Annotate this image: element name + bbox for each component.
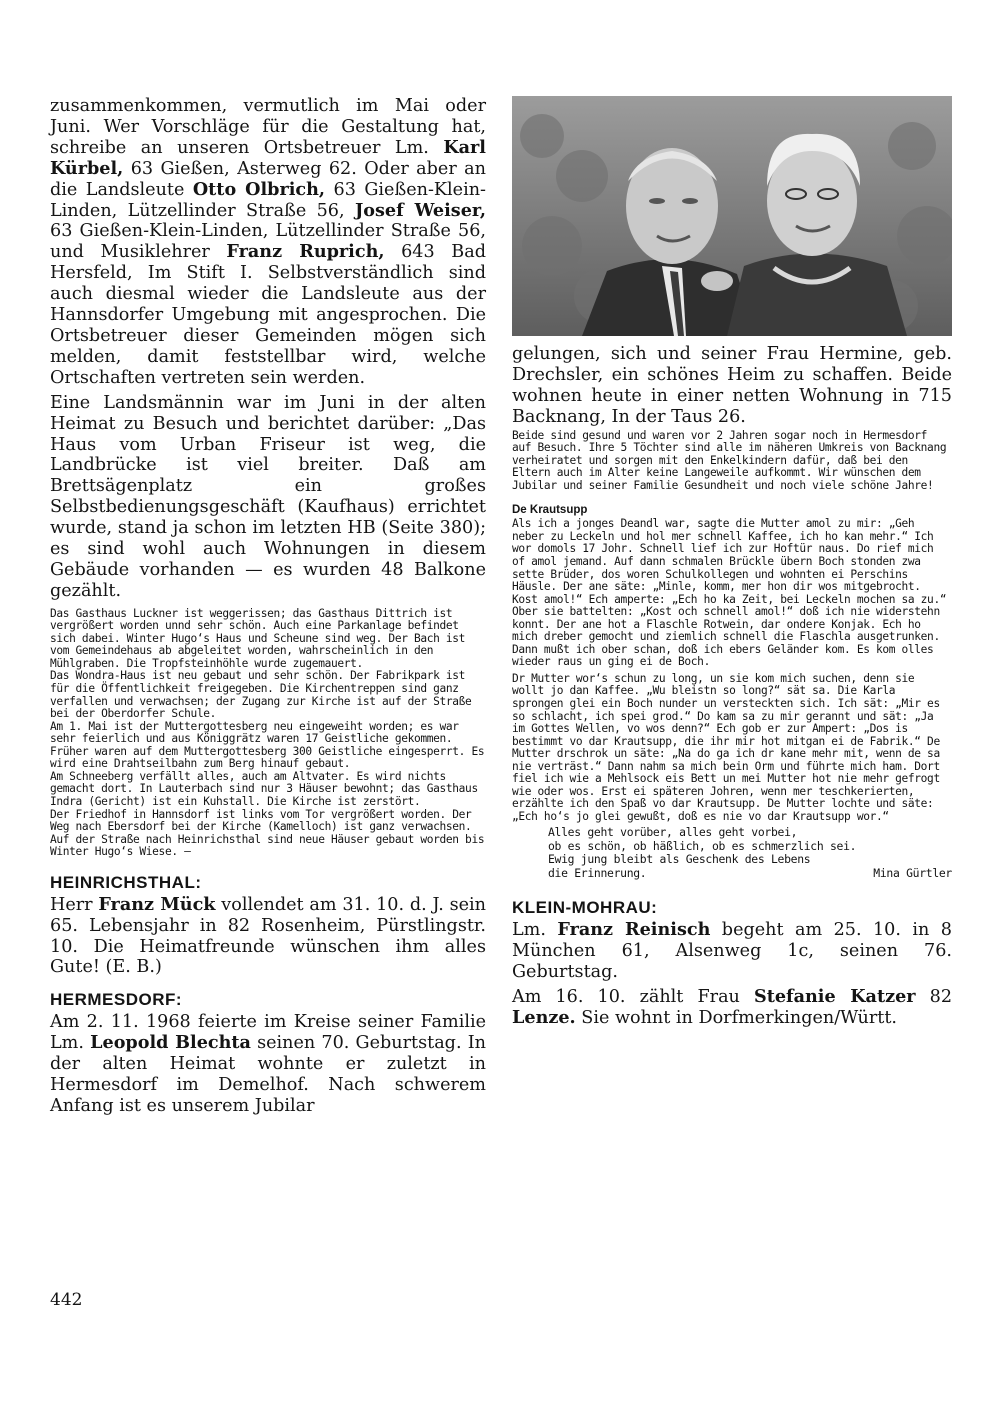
poem-last-line: [548, 867, 952, 880]
section-heading-klein-mohrau: KLEIN-MOHRAU:: [512, 898, 658, 918]
poem-line: Ewig jung bleibt als Geschenk des Lebens: [548, 852, 811, 867]
text-run: begeht am 25. 10. in 8 München 61, Alsenweg 1c, seinen 76. Geburtstag.: [512, 920, 952, 982]
section-heading-hermesdorf: HERMESDORF:: [50, 990, 183, 1010]
detail-paragraph: Am 1. Mai ist der Muttergottesberg neu eingeweiht worden; es war sehr feierlich und aus Königgrätz waren 17 Geistliche gekommen. Früher waren auf dem Muttergottesberg 300 Geistliche eingesperrt. Es wird eine Drahtseilbahn zum Berg hinauf gebaut.: [50, 719, 485, 771]
text-run: zusammenkommen, vermutlich im Mai oder Juni. Wer Vorschläge für die Gestaltung hat, schreibe an unseren Ortsbetreuer Lm.: [50, 96, 486, 158]
text-run: 63 Gießen-Klein-Linden, Lützellinder Straße 56,: [50, 179, 486, 221]
text-run: Lm.: [512, 920, 558, 941]
bold-name: Franz Reinisch: [557, 919, 711, 941]
text-run: 63 Gießen-Klein-Linden, Lützellinder Straße 56, und Musiklehrer: [50, 221, 486, 263]
klein-mohrau-paragraph: [512, 987, 952, 1029]
detail-paragraph: Am Schneeberg verfällt alles, auch am Altvater. Es wird nichts gemacht dort. In Lauterbach sind nur 3 Häuser bewohnt; das Gasthaus Indra (Gericht) ist ein Kuhstall. Die Kirche ist zerstört.: [50, 769, 478, 808]
text-run: Am 2. 11. 1968 feierte im Kreise seiner Familie Lm.: [50, 1012, 486, 1054]
bold-name: Josef Weiser,: [354, 199, 486, 221]
section-heading-heinrichsthal: HEINRICHSTHAL:: [50, 872, 202, 892]
poem-line: Alles geht vorüber, alles geht vorbei,: [548, 825, 798, 840]
text-run: seinen 70. Geburtstag. In der alten Heimat wohnte er zuletzt in Hermesdorf im Demelhof. Nach schwerem Anfang ist es unserem Jubilar: [50, 1033, 486, 1116]
detail-paragraph: Der Friedhof in Hannsdorf ist links vom Tor vergrößert worden. Der Weg nach Ebersdorf bei der Kirche (Kamelloch) ist ganz verwachsen. Auf der Straße nach Heinrichsthal sind neue Häuser gebaut worden bis Winter Hugo‘s Wiese. —: [50, 807, 485, 859]
hermesdorf-continued: gelungen, sich und seiner Frau Hermine, geb. Drechsler, ein schönes Heim zu schaffen. Beide wohnen heute in einer netten Wohnung in 715 Backnang, In der Taus 26.: [512, 344, 952, 427]
klein-mohrau-paragraph: [512, 920, 952, 983]
bold-name: Stefanie Katzer: [753, 985, 916, 1007]
poem-line: die Erinnerung.: [548, 865, 647, 880]
heinrichsthal-paragraph: [50, 895, 486, 979]
bold-name: Franz Mück: [98, 893, 216, 915]
bold-name: Leopold Blechta: [90, 1032, 251, 1054]
detail-paragraph: Das Wondra-Haus ist neu gebaut und sehr schön. Der Fabrikpark ist für die Öffentlichkeit freigegeben. Die Kirchentreppen sind ganz verfallen und verwachsen; der Zugang zur Kirche ist auf der Straße bei der Oberdorfer Schule.: [50, 669, 472, 721]
section-heading-krautsupp: De Krautsupp: [512, 504, 588, 517]
couple-photo-illustration: [512, 96, 952, 336]
poem-author: Mina Gürtler: [873, 865, 952, 880]
hermesdorf-paragraph: [50, 1012, 486, 1117]
detail-paragraph: Das Gasthaus Luckner ist weggerissen; das Gasthaus Dittrich ist vergrößert worden unnd sehr schön. Auch eine Parkanlage befindet sich dabei. Winter Hugo‘s Haus und Scheune sind weg. Der Bach ist vom Gemeindehaus ab abgeleitet worden, wahrscheinlich in den Mühlgraben. Die Tropfsteinhöhle wurde zugemauert.: [50, 606, 466, 670]
krautsupp-paragraph: Als ich a jonges Deandl war, sagte die Mutter amol zu mir: „Geh neber zu Leckeln und hol mer schnell Kaffee, ich ho kan mehr.“ Ich wor domols 17 Johr. Schnell lief ich zur Hoftür naus. Do rief mich of amol jemand. Auf dann schmalen Brückle übern Boch stonden zwa sette Brüder, dos woren Schulkollegen und wohnten ei Perschins Häusle. Der ane säte: „Minle, komm, mer hon dir wos mitgebrocht. Kost amol!“ Ech amperte: „Ech ho ka Zeit, bei Leckeln mochen sa zu.“ Ober sie battelten: „Kost och schnell amol!“ doß ich nie widerstehn konnt. Der ane hot a Flaschle Rotwein, dar ondere Konjak. Ech ho mich dreber gemocht und ziemlich schnell die Flaschla ausgetrunken. Dann mußt ich ober schan, doß ich ebers Geländer kom. Es kom olles wieder raus un ging ei de Boch.: [512, 517, 947, 669]
bold-name: Franz Ruprich,: [226, 241, 385, 263]
right-column: [512, 344, 952, 1029]
report-paragraph: Eine Landsmännin war im Juni in der alten Heimat zu Besuch und berichtet darüber: „Das Haus vom Urban Friseur ist weg, die Landbrücke ist viel breiter. Daß am Brettsägenplatz ein großes Selbstbedienungsgeschäft (Kaufhaus) errichtet wurde, stand ja schon im letzten HB (Seite 380); es sind wohl auch Wohnungen in diesem Gebäude vorhanden — es wurden 48 Balkone gezählt.: [50, 392, 486, 601]
text-run: Herr: [50, 894, 99, 915]
text-run: 63 Gießen, Asterweg 62. Oder aber an die Landsleute: [50, 158, 486, 200]
text-run: Sie wohnt in Dorfmerkingen/Württ.: [575, 1007, 897, 1028]
bold-name: Lenze.: [512, 1006, 576, 1028]
text-run: 82: [915, 986, 953, 1007]
page-number: 442: [50, 1290, 83, 1310]
poem-line: ob es schön, ob häßlich, ob es schmerzlich sei.: [548, 838, 857, 853]
text-run: 643 Bad Hersfeld, Im Stift I. Selbstverständlich sind auch diesmal wieder die Landsleute aus der Hannsdorfer Umgebung mit angesprochen. Die Ortsbetreuer dieser Gemeinden mögen sich melden, damit feststellbar wird, welche Ortschaften vertreten sein werden.: [50, 242, 486, 388]
poem: [548, 826, 952, 880]
text-run: Am 16. 10. zählt Frau: [512, 986, 754, 1007]
krautsupp-paragraph: Dr Mutter wor‘s schun zu long, un sie kom mich suchen, denn sie wollt jo dan Kaffee. „Wu bleistn so long?“ sät sa. Die Karla sprongen glei ein Boch nunder un versteckten sich. Ich sät: „Mir es so schlacht, ich spei grod.“ Do kam sa zu mir gerannt und sät: „Ja im Gottes Wellen, vo wos denn?“ Ech gob er zur Ampert: „Dos is bestimmt vo dar Krautsupp, die ihr mir hot mitgan ei de Fabrik.“ De Mutter drschrok un säte: „Na do ga ich dr kane mehr mit, wenn de sa nie verträst.“ Dann nahm sa mich bein Orm und führte mich ham. Dort fiel ich wie a Mehlsock eis Bett un mei Mutter hot nie mehr gefrogt wie oder wos. Erst ei späteren Johren, wenn mer teschkerierten, erzählte ich den Spaß vo dar Krautsupp. De Mutter lochte und säte: „Ech ho‘s jo glei gewußt, doß es nie vo dar Krautsupp wor.“: [512, 671, 940, 823]
bold-name: Otto Olbrich,: [192, 178, 326, 200]
left-column: [50, 96, 486, 1117]
report-details: [50, 608, 486, 859]
bold-name: Karl Kürbel,: [50, 136, 486, 179]
text-run: vollendet am 31. 10. d. J. sein 65. Lebensjahr in 82 Rosenheim, Pürstlingstr. 10. Die Heimatfreunde wünschen ihm alles Gute! (E. B.): [50, 894, 486, 978]
couple-photo: [512, 96, 952, 336]
intro-paragraph: [50, 96, 486, 389]
hermesdorf-details: Beide sind gesund und waren vor 2 Jahren sogar noch in Hermesdorf auf Besuch. Ihre 5 Töchter sind alle im näheren Umkreis von Backnang verheiratet und sorgen mit den Enkelkindern dafür, daß bei den Eltern auch im Alter keine Langeweile aufkommt. Wir wünschen dem Jubilar und seiner Familie Gesundheit und noch viele schöne Jahre!: [512, 428, 947, 492]
